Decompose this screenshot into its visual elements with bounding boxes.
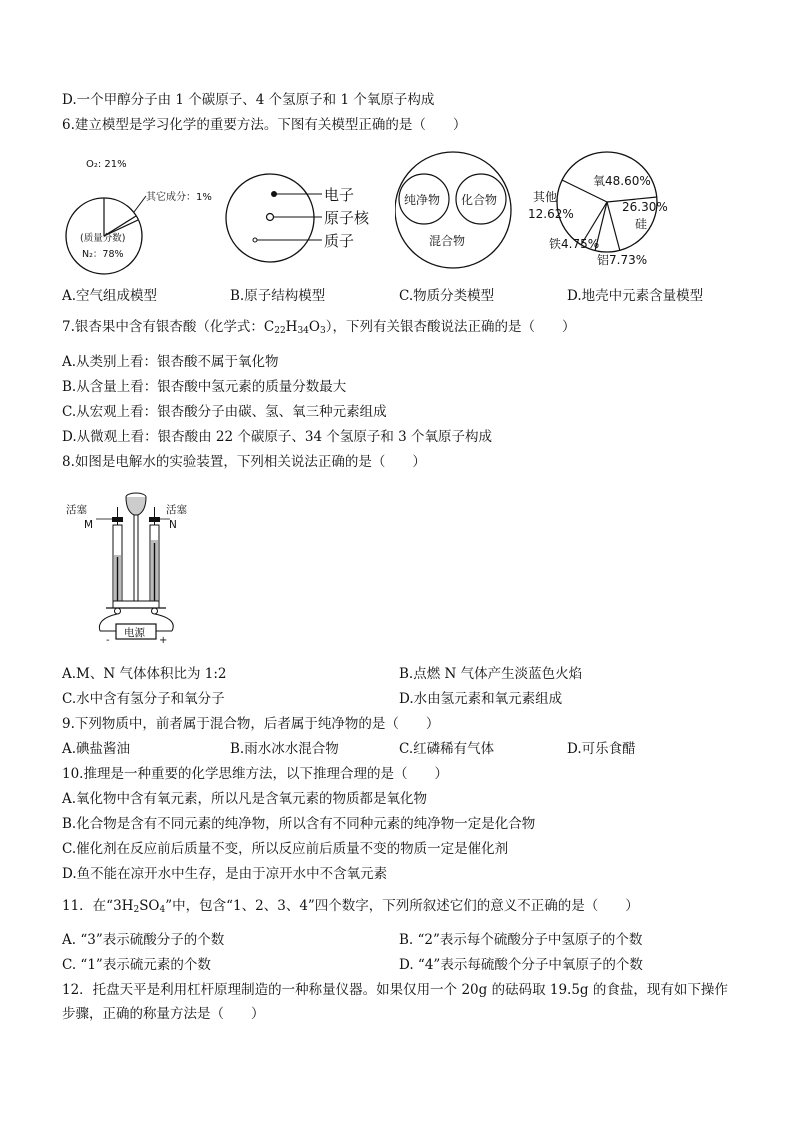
mixture-label: 混合物 [429, 234, 466, 248]
q7-sub-o: 3 [319, 326, 326, 336]
proton-label: 质子 [324, 232, 355, 250]
q6-stem: 6.建立模型是学习化学的重要方法。下图有关模型正确的是（ ） [62, 117, 467, 133]
right-n-label: N [169, 519, 177, 531]
crust-oxygen-label: 氧48.60% [593, 174, 651, 188]
crust-silicon-value: 26.30% [622, 200, 668, 214]
right-wire [155, 614, 173, 631]
power-minus: - [106, 635, 110, 645]
bottom-connector [113, 601, 159, 608]
q12-stem-line1: 12．托盘天平是利用杠杆原理制造的一种称量仪器。如果仅用一个 20g 的砝码取 19.5g 的食盐，现有如下操作 [62, 982, 728, 998]
q7-option-a: A.从类别上看：银杏酸不属于氧化物 [62, 354, 279, 370]
q6-option-b: B.原子结构模型 [230, 288, 326, 304]
left-valve [112, 517, 123, 522]
q9-option-c: C.红磷稀有气体 [399, 741, 495, 757]
q12-stem-line2: 步骤，正确的称量方法是（ ） [62, 1006, 265, 1022]
q9-option-d: D.可乐食醋 [567, 741, 636, 757]
left-valve-label: 活塞 [66, 504, 87, 516]
q10-option-b: B.化合物是含有不同元素的纯净物，所以含有不同种元素的纯净物一定是化合物 [62, 816, 536, 832]
nucleus-dot [267, 214, 274, 221]
q8-option-c: C.水中含有氢分子和氧分子 [62, 691, 225, 707]
q11-option-b: B. “2”表示每个硫酸分子中氢原子的个数 [399, 932, 643, 948]
q8-stem: 8.如图是电解水的实验装置，下列相关说法正确的是（ ） [62, 454, 426, 470]
q6-option-c: C.物质分类模型 [399, 288, 495, 304]
crust-silicon-label: 硅 [635, 217, 648, 231]
q11-option-a: A. “3”表示硫酸分子的个数 [62, 932, 225, 948]
q11-stem-pre: 11．在“3H [62, 898, 134, 914]
q7-stem-o: O [308, 319, 320, 335]
q11-stem-so: SO [139, 898, 160, 914]
q7-stem [62, 318, 575, 340]
q7-option-c: C.从宏观上看：银杏酸分子由碳、氢、氧三种元素组成 [62, 404, 387, 420]
electrolysis-figure [66, 485, 206, 645]
q7-option-b: B.从含量上看：银杏酸中氢元素的质量分数最大 [62, 379, 347, 395]
compound-label: 化合物 [461, 193, 498, 207]
q5-option-d: D.一个甲醇分子由 1 个碳原子、4 个氢原子和 1 个氧原子构成 [62, 92, 435, 108]
q8-option-d: D.水由氢元素和氧元素组成 [399, 691, 563, 707]
pure-label: 纯净物 [404, 193, 441, 207]
right-valve [149, 517, 160, 522]
crust-iron-label: 铁4.75% [549, 237, 600, 251]
q7-option-d: D.从微观上看：银杏酸由 22 个碳原子、34 个氢原子和 3 个氧原子构成 [62, 429, 493, 445]
q10-option-a: A.氧化物中含有氧元素，所以凡是含氧元素的物质都是氧化物 [62, 791, 428, 807]
left-m-label: M [84, 519, 94, 531]
right-valve-label: 活塞 [166, 504, 187, 516]
crust-elements-figure [525, 150, 675, 275]
air-other-label: 其它成分：1% [146, 192, 212, 203]
crust-divider-3 [607, 202, 620, 251]
q9-option-a: A.碘盐酱油 [62, 741, 131, 757]
q8-option-a: A.M、N 气体体积比为 1:2 [62, 666, 227, 682]
q11-sub-h: 2 [133, 905, 140, 915]
mixture-circle [395, 152, 511, 268]
classification-figure [395, 146, 520, 276]
q7-sub-h: 34 [297, 326, 309, 336]
q8-option-b: B.点燃 N 气体产生淡蓝色火焰 [399, 666, 583, 682]
q9-option-b: B.雨水冰水混合物 [230, 741, 339, 757]
q11-stem [62, 897, 639, 919]
air-composition-figure [62, 150, 232, 275]
q6-option-d: D.地壳中元素含量模型 [567, 288, 704, 304]
q11-sub-o: 4 [159, 905, 166, 915]
crust-other-label: 其他 [533, 190, 558, 204]
nucleus-label: 原子核 [324, 209, 370, 227]
left-terminal [115, 608, 121, 614]
q9-stem: 9.下列物质中，前者属于混合物，后者属于纯净物的是（ ） [62, 716, 440, 732]
electron-label: 电子 [324, 186, 355, 204]
funnel-bulb [126, 497, 146, 515]
right-terminal [152, 608, 158, 614]
q7-stem-post: ），下列有关银杏酸说法正确的是（ ） [325, 319, 576, 335]
q11-option-c: C. “1”表示硫元素的个数 [62, 957, 211, 973]
q10-stem: 10.推理是一种重要的化学思维方法，以下推理合理的是（ ） [62, 766, 448, 782]
q11-stem-post: ”中，包含“1、2、3、4”四个数字，下列所叙述它们的意义不正确的是（ ） [165, 898, 639, 914]
air-other-leader [134, 196, 146, 212]
air-o2-label: O₂: 21% [86, 159, 127, 170]
q7-stem-pre: 7.银杏果中含有银杏酸（化学式：C [62, 319, 275, 335]
q10-option-c: C.催化剂在反应前后质量不变，所以反应前后质量不变的物质一定是催化剂 [62, 841, 509, 857]
left-wire [99, 614, 117, 631]
crust-other-value: 12.62% [528, 207, 574, 221]
q10-option-d: D.鱼不能在凉开水中生存，是由于凉开水中不含氧元素 [62, 866, 388, 882]
crust-aluminum-label: 铝7.73% [597, 253, 648, 267]
air-n2-label: N₂：78% [82, 249, 124, 260]
q7-sub-c: 22 [274, 326, 286, 336]
q6-option-a: A.空气组成模型 [62, 288, 158, 304]
atom-structure-figure [222, 170, 382, 270]
q7-stem-h: H [285, 319, 298, 335]
q11-option-d: D. “4”表示每硫酸个分子中氧原子的个数 [399, 957, 643, 973]
proton-dot [253, 238, 257, 242]
power-plus: + [159, 635, 168, 645]
air-mass-label: (质量分数) [80, 233, 126, 244]
power-label: 电源 [124, 627, 145, 639]
